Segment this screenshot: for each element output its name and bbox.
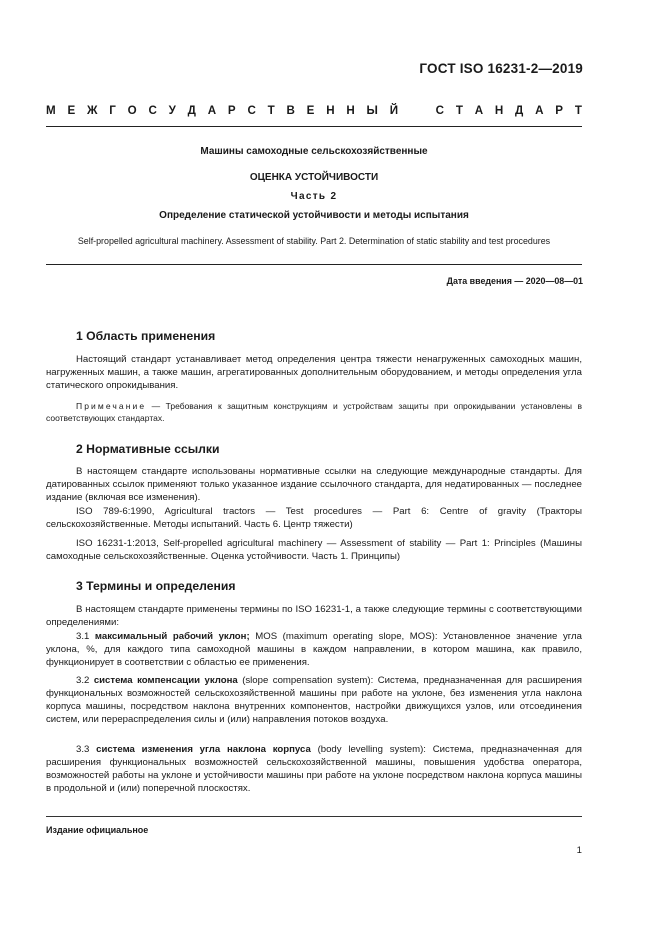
- footer-divider: [46, 816, 582, 817]
- letter: С: [148, 104, 157, 117]
- term-number: 3.3: [76, 744, 90, 755]
- letter: С: [247, 104, 256, 117]
- word-gap: [410, 104, 424, 117]
- paragraph-text: В настоящем стандарте использованы нормативные ссылки на следующие международные стандарты. Для датированных ссылок применяют только указанное издание ссылочного стандарта, для недатированных — последнее издание (включая все изменения).: [46, 466, 582, 504]
- part-title: Часть 2: [290, 191, 338, 202]
- reference-text: ISO 16231-1:2013, Self-propelled agricultural machinery — Assessment of stability — Part 1: Principles (Машины самоходные сельскохозяйственные. Оценка устойчивости. Часть 1. Принципы): [46, 538, 582, 563]
- interstate-standard-heading: [46, 104, 582, 117]
- letter: У: [168, 104, 176, 117]
- term-name: система изменения угла наклона корпуса: [96, 744, 311, 755]
- page-number: 1: [576, 845, 582, 856]
- section-2-heading: 2 Нормативные ссылки: [76, 442, 220, 456]
- section-3-paragraph: [46, 603, 582, 629]
- note-text: — Требования к защитным конструкциям и устройствам защиты при опрокидывании установлены в соответствующих стандартах.: [46, 401, 582, 423]
- letter: О: [127, 104, 137, 117]
- english-title: Self-propelled agricultural machinery. Assessment of stability. Part 2. Determination of static stability and test procedures: [77, 236, 551, 246]
- letter: Н: [494, 104, 504, 117]
- letter: Д: [515, 104, 524, 117]
- term-name: максимальный рабочий уклон;: [94, 631, 250, 642]
- term-definition: [46, 743, 582, 795]
- section-2-paragraph: [46, 465, 582, 504]
- term-number: 3.1: [76, 631, 90, 642]
- section-3-heading: 3 Термины и определения: [76, 579, 236, 593]
- subtitle: Определение статической устойчивости и методы испытания: [159, 210, 469, 221]
- letter: Т: [574, 104, 582, 117]
- letter: В: [286, 104, 295, 117]
- letter: А: [207, 104, 217, 117]
- paragraph-text: В настоящем стандарте применены термины по ISO 16231-1, а также следующие термины с соответствующими определениями:: [46, 604, 582, 629]
- letter: Г: [109, 104, 116, 117]
- reference-text: ISO 789-6:1990, Agricultural tractors — Test procedures — Part 6: Centre of gravity (Тракторы сельскохозяйственные. Методы испытаний. Часть 6. Центр тяжести): [46, 506, 582, 531]
- main-title: ОЦЕНКА УСТОЙЧИВОСТИ: [249, 172, 379, 183]
- letter: Р: [227, 104, 236, 117]
- term-definition: [46, 674, 582, 726]
- introduction-date: Дата введения — 2020—08—01: [446, 276, 583, 286]
- note-label: Примечание: [76, 401, 147, 411]
- term-text: (slope compensation system): Система, предназначенная для расширения функциональных возможностей сельскохозяйственной машины при работе на уклоне, без изменения угла наклона корпуса машины, посредством наклона внутренних компонентов, настройки движущихся узлов, или отсоединения систем, или перераспределения силы и (или) направления потоков воздуха.: [46, 675, 582, 726]
- section-1-paragraph: [46, 353, 582, 392]
- letter: Е: [67, 104, 76, 117]
- letter: А: [535, 104, 544, 117]
- official-edition-label: Издание официальное: [46, 825, 149, 835]
- letter: Й: [389, 104, 399, 117]
- letter: Т: [455, 104, 463, 117]
- top-divider: [46, 126, 582, 127]
- letter: С: [435, 104, 445, 117]
- paragraph-text: Настоящий стандарт устанавливает метод определения центра тяжести ненагруженных самоходных машин, нагруженных машин, а также машин, агрегатированных дополнительным оборудованием, и методы определения угла статического опрокидывания.: [46, 354, 582, 392]
- term-number: 3.2: [76, 675, 90, 686]
- term-name: система компенсации уклона: [93, 675, 238, 686]
- subject-title: Машины самоходные сельскохозяйственные: [200, 146, 428, 157]
- letter: Ж: [87, 104, 98, 117]
- letter: Н: [326, 104, 335, 117]
- term-definition: [46, 630, 582, 669]
- letter: Н: [346, 104, 355, 117]
- term-text: MOS (maximum operating slope, MOS): Установленное значение угла уклона, %, для каждого типа самоходной машины в каждом направлении, в котором машина, как правило, функционирует в соответствии с областью ее применения.: [46, 631, 582, 669]
- letter: Е: [306, 104, 315, 117]
- document-code: ГОСТ ISO 16231-2—2019: [419, 61, 583, 76]
- section-1-note: [46, 400, 582, 424]
- reference-item: [46, 505, 582, 531]
- letter: Т: [267, 104, 275, 117]
- reference-item: [46, 537, 582, 563]
- section-1-heading: 1 Область применения: [76, 329, 216, 343]
- term-text: (body levelling system): Система, предназначенная для расширения функциональных возможностей сельскохозяйственной машины, повышения удобства оператора, возможностей работы на уклоне и устойчивости машины при работе на уклоне посредством наклона корпуса машины в продольной и (или) поперечной плоскостях.: [46, 744, 582, 795]
- letter: М: [46, 104, 56, 117]
- letter: Р: [555, 104, 564, 117]
- middle-divider: [46, 264, 582, 265]
- letter: А: [474, 104, 484, 117]
- letter: Ы: [366, 104, 378, 117]
- letter: Д: [187, 104, 196, 117]
